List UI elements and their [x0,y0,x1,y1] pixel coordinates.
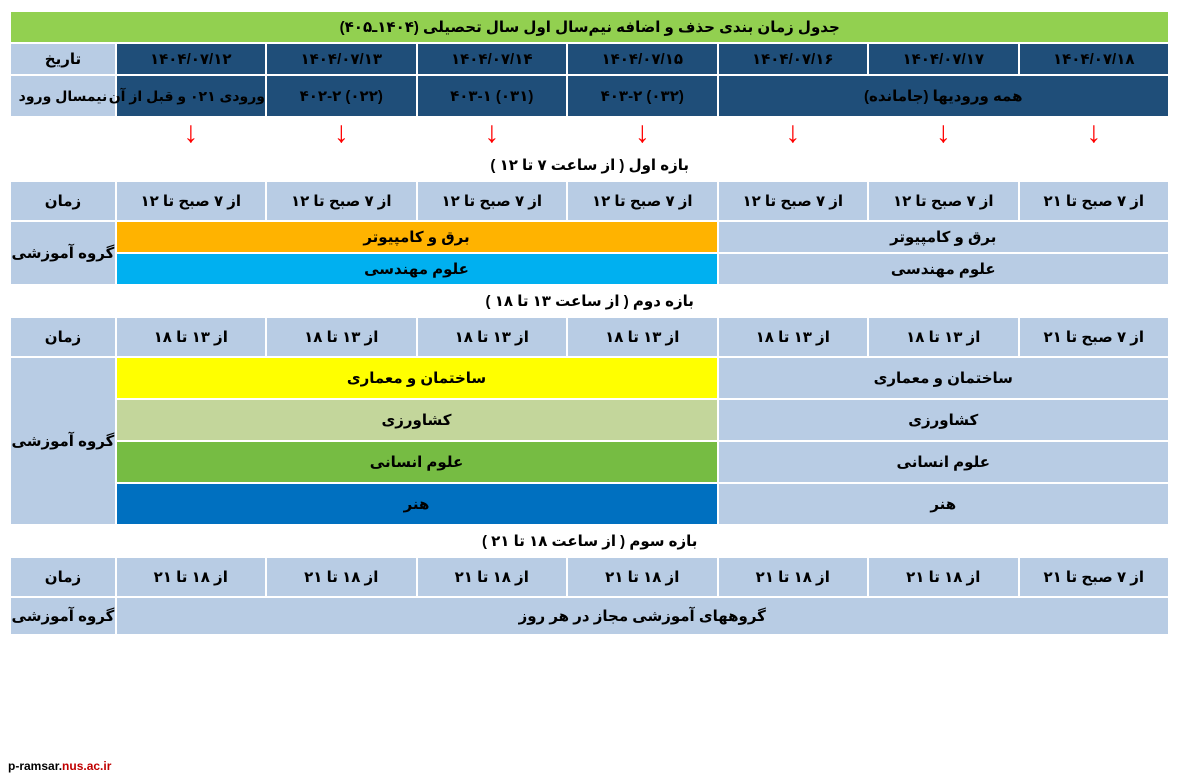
band1-time-1: از ۷ صبح تا ۲۱ [1019,181,1170,221]
band3-time-7: از ۱۸ تا ۲۱ [116,557,267,597]
entry-semester-row [10,75,1169,117]
band2-left-group-2: کشاورزی [718,399,1170,441]
arrow-cell-1 [1019,117,1170,149]
band2-highlight-group-2: کشاورزی [116,399,718,441]
watermark-prefix: p-ramsar. [8,759,63,773]
row-label-edu-group-band2: گروه آموزشی [10,357,115,525]
watermark-domain: nus.ac.ir [62,759,112,773]
band3-time-1: از ۷ صبح تا ۲۱ [1019,557,1170,597]
band3-group-row [10,597,1169,635]
down-arrow-icon: ↓ [333,116,349,149]
entry-semester-021: ورودی ۰۲۱ و قبل از آن [116,75,267,117]
band2-time-1: از ۷ صبح تا ۲۱ [1019,317,1170,357]
band2-time-6: از ۱۳ تا ۱۸ [266,317,417,357]
date-cell-2: ۱۴۰۴/۰۷/۱۷ [868,43,1019,75]
band2-time-3: از ۱۳ تا ۱۸ [718,317,869,357]
band1-header-row [10,149,1169,181]
row-label-entry-semester: نیمسال ورود [10,75,115,117]
down-arrow-icon: ↓ [1086,116,1102,149]
entry-semester-4022: (۰۲۲) ۴۰۲-۲ [266,75,417,117]
band1-left-group-2: علوم مهندسی [718,253,1170,285]
band2-header-row [10,285,1169,317]
band3-time-6: از ۱۸ تا ۲۱ [266,557,417,597]
date-cell-7: ۱۴۰۴/۰۷/۱۲ [116,43,267,75]
date-cell-1: ۱۴۰۴/۰۷/۱۸ [1019,43,1170,75]
schedule-table [9,10,1170,636]
band1-highlight-group-2: علوم مهندسی [116,253,718,285]
date-cell-6: ۱۴۰۴/۰۷/۱۳ [266,43,417,75]
band3-time-4: از ۱۸ تا ۲۱ [567,557,718,597]
row-label-time-band2: زمان [10,317,115,357]
band1-time-7: از ۷ صبح تا ۱۲ [116,181,267,221]
band2-highlight-group-4: هنر [116,483,718,525]
band1-time-6: از ۷ صبح تا ۱۲ [266,181,417,221]
band2-left-group-1: ساختمان و معماری [718,357,1170,399]
band1-time-4: از ۷ صبح تا ۱۲ [567,181,718,221]
band2-time-4: از ۱۳ تا ۱۸ [567,317,718,357]
band2-times-row [10,317,1169,357]
band1-group-row-2 [10,253,1169,285]
title-row [10,11,1169,43]
band2-title: بازه دوم ( از ساعت ۱۳ تا ۱۸ ) [10,285,1169,317]
entry-semester-4031: (۰۳۱) ۴۰۳-۱ [417,75,568,117]
down-arrow-icon: ↓ [785,116,801,149]
band3-all-groups: گروههای آموزشی مجاز در هر روز [116,597,1170,635]
band1-time-2: از ۷ صبح تا ۱۲ [868,181,1019,221]
band2-group-row-2 [10,399,1169,441]
date-cell-3: ۱۴۰۴/۰۷/۱۶ [718,43,869,75]
band1-times-row [10,181,1169,221]
down-arrow-icon: ↓ [484,116,500,149]
arrow-cell-6 [266,117,417,149]
band3-title: بازه سوم ( از ساعت ۱۸ تا ۲۱ ) [10,525,1169,557]
down-arrow-icon: ↓ [183,116,199,149]
arrow-cell-7 [116,117,267,149]
band3-header-row [10,525,1169,557]
row-label-date: تاریخ [10,43,115,75]
arrow-cell-4 [567,117,718,149]
band2-time-7: از ۱۳ تا ۱۸ [116,317,267,357]
band3-time-3: از ۱۸ تا ۲۱ [718,557,869,597]
band3-time-2: از ۱۸ تا ۲۱ [868,557,1019,597]
entry-semester-all: همه ورودیها (جامانده) [718,75,1170,117]
band3-times-row [10,557,1169,597]
date-cell-4: ۱۴۰۴/۰۷/۱۵ [567,43,718,75]
band1-highlight-group-1: برق و کامپیوتر [116,221,718,253]
band1-time-3: از ۷ صبح تا ۱۲ [718,181,869,221]
arrow-cell-3 [718,117,869,149]
row-label-time-band3: زمان [10,557,115,597]
band1-group-row-1 [10,221,1169,253]
band2-highlight-group-1: ساختمان و معماری [116,357,718,399]
band2-group-row-4 [10,483,1169,525]
down-arrow-icon: ↓ [935,116,951,149]
band2-time-5: از ۱۳ تا ۱۸ [417,317,568,357]
page-title: جدول زمان بندی حذف و اضافه نیم‌سال اول سال تحصیلی (۱۴۰۴ـ۴۰۵) [10,11,1169,43]
band2-group-row-3 [10,441,1169,483]
arrows-row [10,117,1169,149]
band2-left-group-4: هنر [718,483,1170,525]
arrow-cell-2 [868,117,1019,149]
entry-semester-4032: (۰۳۲) ۴۰۳-۲ [567,75,718,117]
band1-time-5: از ۷ صبح تا ۱۲ [417,181,568,221]
band2-left-group-3: علوم انسانی [718,441,1170,483]
band2-time-2: از ۱۳ تا ۱۸ [868,317,1019,357]
site-watermark [8,759,111,773]
row-label-edu-group-band3: گروه آموزشی [10,597,115,635]
arrow-cell-5 [417,117,568,149]
row-label-edu-group-band1: گروه آموزشی [10,221,115,285]
down-arrow-icon: ↓ [634,116,650,149]
dates-row [10,43,1169,75]
row-label-time-band1: زمان [10,181,115,221]
date-cell-5: ۱۴۰۴/۰۷/۱۴ [417,43,568,75]
band3-time-5: از ۱۸ تا ۲۱ [417,557,568,597]
band1-title: بازه اول ( از ساعت ۷ تا ۱۲ ) [10,149,1169,181]
arrow-row-label-empty [10,117,115,149]
band2-highlight-group-3: علوم انسانی [116,441,718,483]
band2-group-row-1 [10,357,1169,399]
band1-left-group-1: برق و کامپیوتر [718,221,1170,253]
